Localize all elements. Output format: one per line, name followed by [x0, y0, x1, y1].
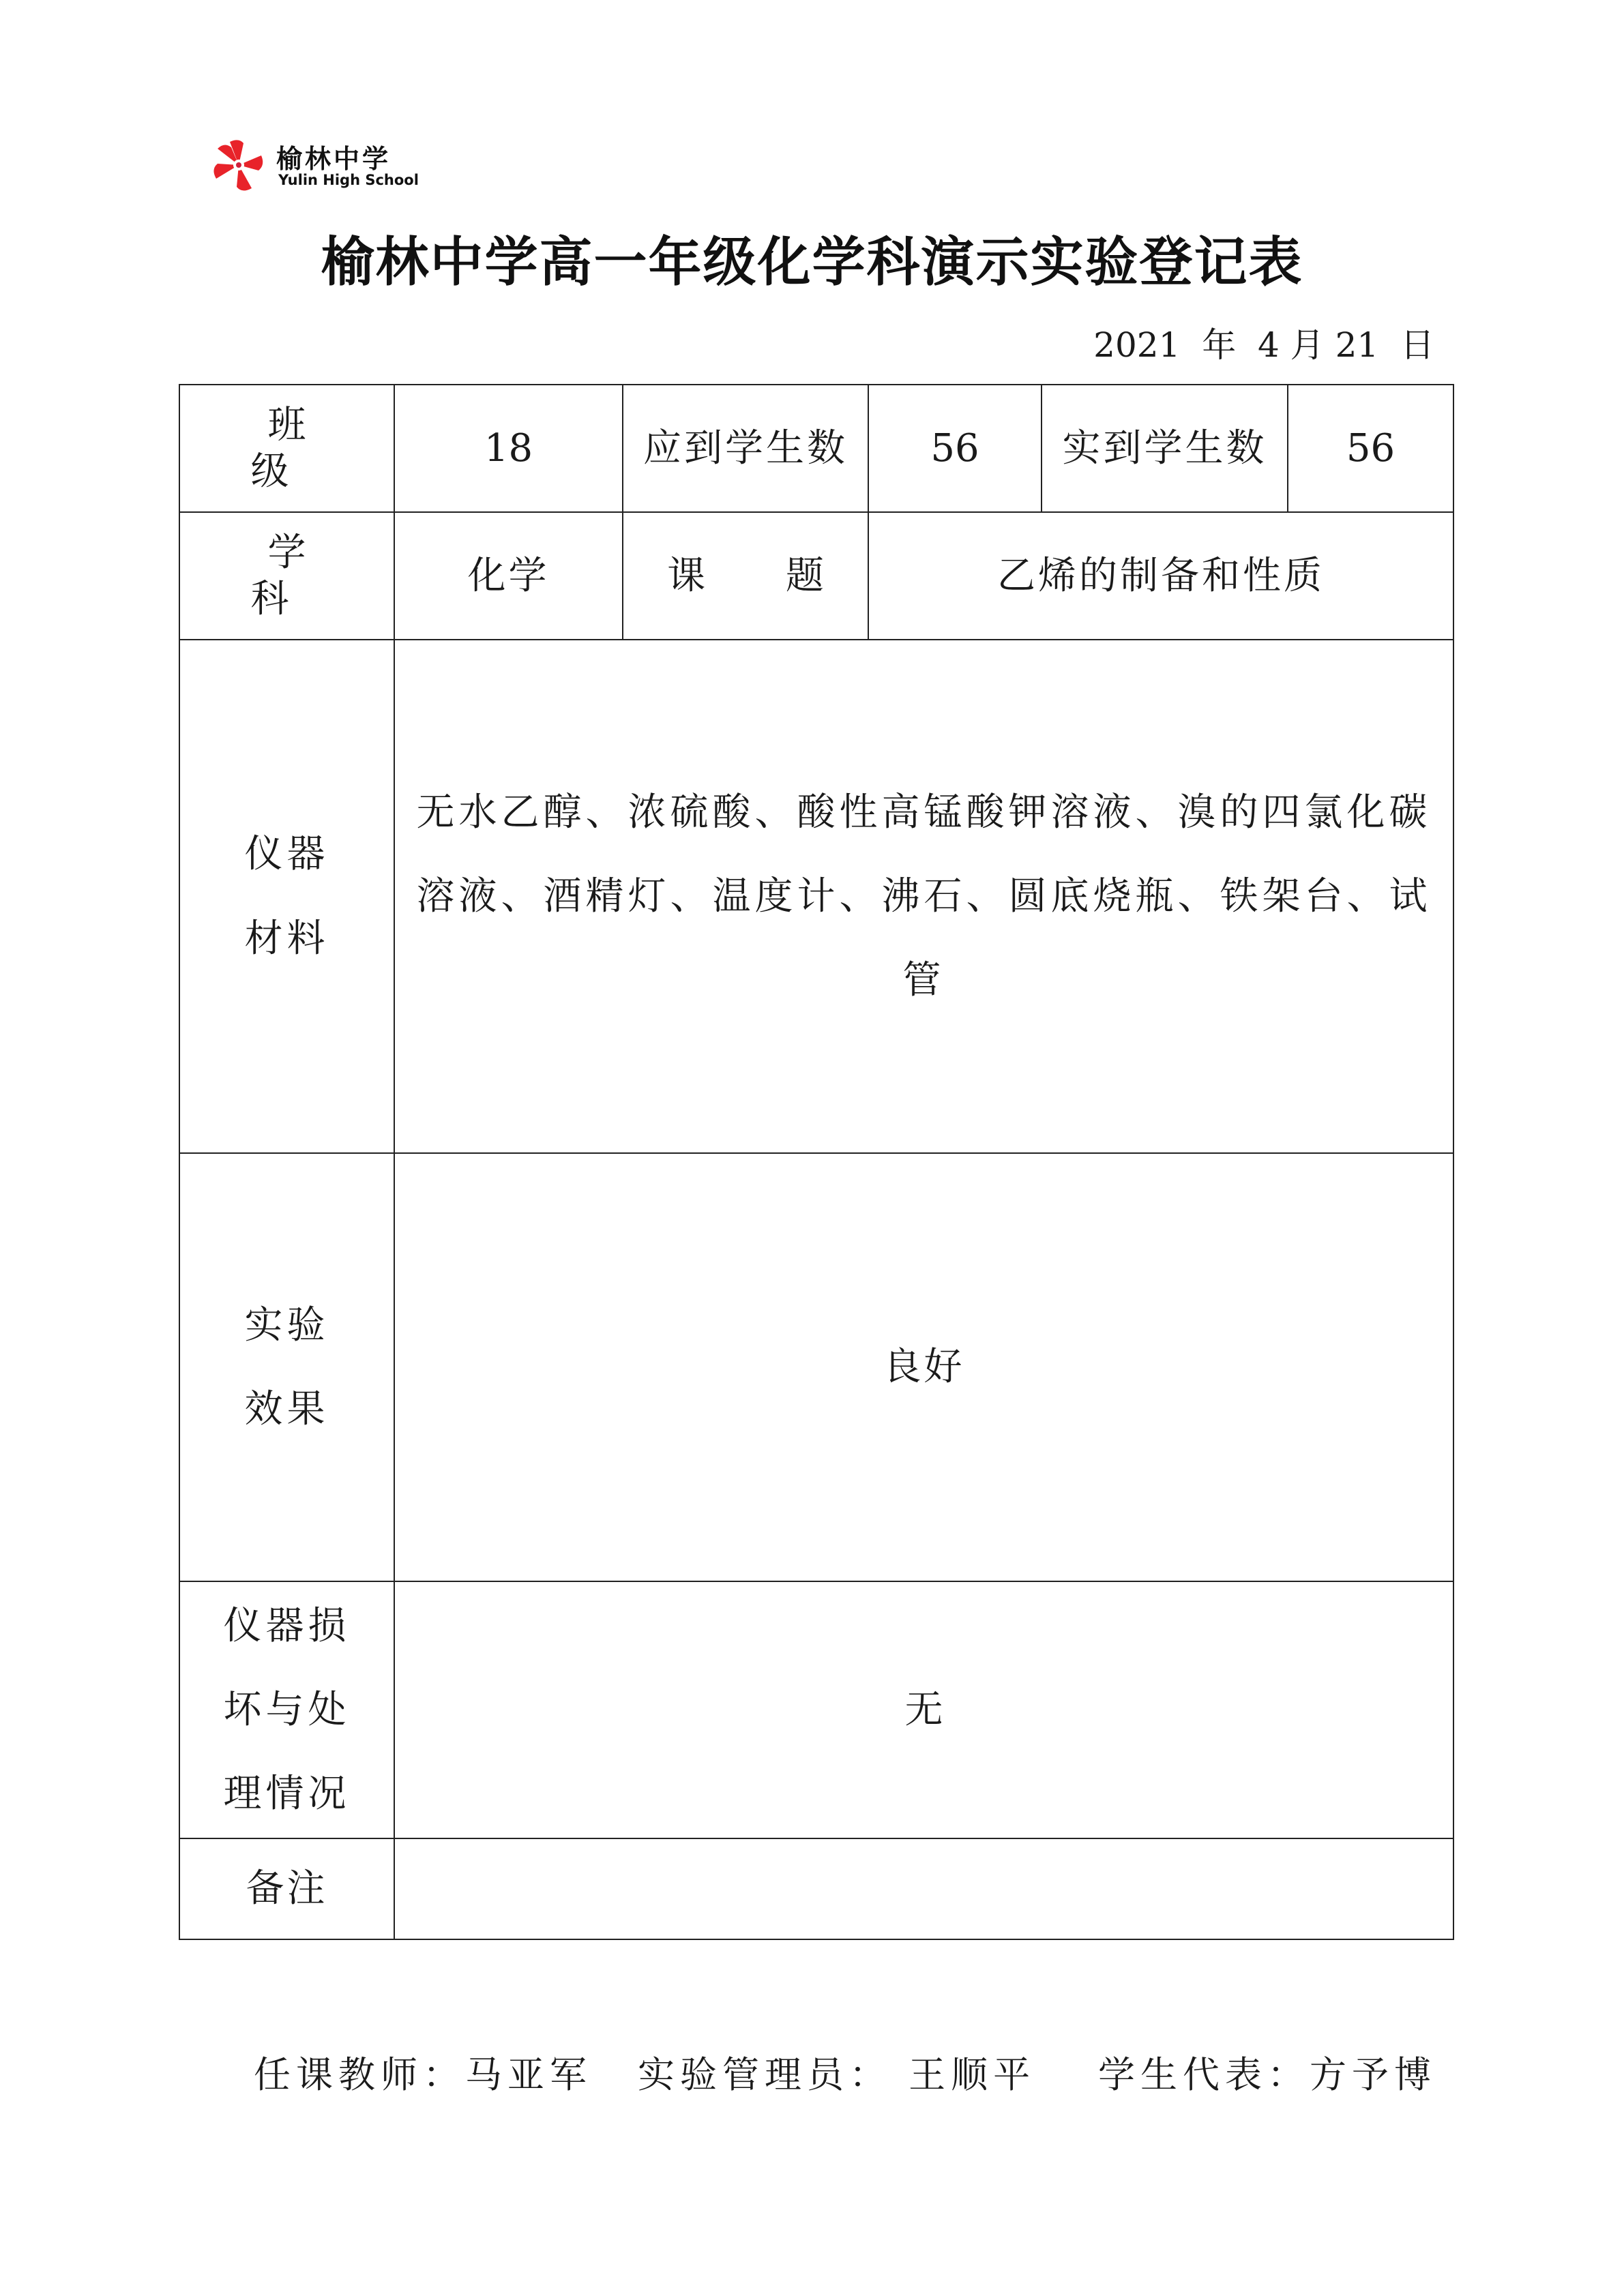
table-row [179, 512, 1453, 640]
form-date: 2021 年 4 月 21 日 [1093, 325, 1434, 365]
expected-students-value: 56 [868, 385, 1042, 512]
class-label: 班 级 [179, 385, 394, 512]
remarks-value [394, 1838, 1453, 1939]
topic-value: 乙烯的制备和性质 [868, 512, 1453, 640]
teacher-signature: 任课教师：马亚军 [254, 2053, 592, 2096]
school-emblem-icon [208, 136, 269, 198]
remarks-label: 备注 [179, 1838, 394, 1939]
table-row [179, 385, 1453, 512]
table-row [179, 1153, 1453, 1581]
student-signature: 学生代表：方予博 [1098, 2053, 1436, 2096]
topic-label: 课 题 [623, 512, 868, 640]
subject-value: 化学 [394, 512, 623, 640]
table-row [179, 1838, 1453, 1939]
effect-label: 实验 效果 [179, 1153, 394, 1581]
materials-label: 仪器 材料 [179, 640, 394, 1153]
class-value: 18 [394, 385, 623, 512]
damage-label: 仪器损 坏与处 理情况 [179, 1581, 394, 1838]
actual-students-label: 实到学生数 [1042, 385, 1288, 512]
table-row [179, 1581, 1453, 1838]
subject-label: 学 科 [179, 512, 394, 640]
materials-value: 无水乙醇、浓硫酸、酸性高锰酸钾溶液、溴的四氯化碳溶液、酒精灯、温度计、沸石、圆底烧瓶、铁架台、试管 [394, 640, 1453, 1153]
table-row [179, 640, 1453, 1153]
registration-table [179, 384, 1454, 1940]
logo-name-cn: 榆林中学 [276, 144, 392, 174]
expected-students-label: 应到学生数 [623, 385, 868, 512]
damage-value: 无 [394, 1581, 1453, 1838]
actual-students-value: 56 [1288, 385, 1453, 512]
effect-value: 良好 [394, 1153, 1453, 1581]
admin-signature: 实验管理员： 王顺平 [638, 2053, 1036, 2096]
page-title: 榆林中学高一年级化学科演示实验登记表 [321, 232, 1303, 293]
logo-name-en: Yulin High School [278, 172, 419, 188]
school-logo [208, 136, 440, 198]
